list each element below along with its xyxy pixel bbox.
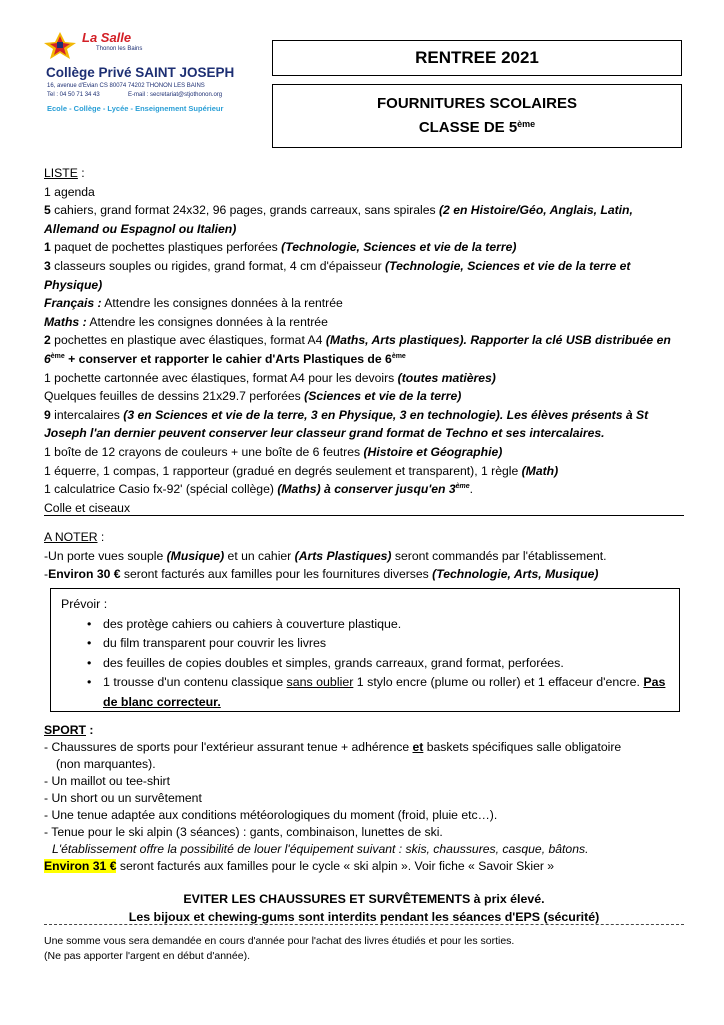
logo-subtitle: Thonon les Bains [96, 46, 143, 52]
sport-line: L'établissement offre la possibilité de louer l'équipement suivant : skis, chaussures, casque, bâtons. [52, 842, 589, 856]
school-phone: Tel : 04 50 71 34 43 [47, 92, 100, 98]
sport-line: - Chaussures de sports pour l'extérieur assurant tenue + adhérence et baskets spécifiques salle obligatoire [44, 740, 622, 754]
footer-line: (Ne pas apporter l'argent en début d'année). [44, 950, 250, 962]
a-noter-heading: A NOTER : [44, 530, 105, 544]
page-title: RENTREE 2021 [415, 48, 539, 67]
list-item: 9 intercalaires (3 en Sciences et vie de la terre, 3 en Physique, 3 en technologie). Les élèves présents à St Joseph l'an dernier peuvent conserver leur classeur grand format de Techno et ses intercalaires. [44, 407, 649, 441]
school-tagline: Ecole - Collège - Lycée - Enseignement Supérieur [47, 104, 224, 113]
sport-line: - Tenue pour le ski alpin (3 séances) : gants, combinaison, lunettes de ski. [44, 825, 443, 839]
section-divider [44, 515, 684, 516]
school-name: Collège Privé SAINT JOSEPH [46, 65, 235, 80]
sport-section [44, 722, 684, 875]
list-item: • 1 trousse d'un contenu classique sans oublier 1 stylo encre (plume ou roller) et 1 effaceur d'encre. Pas de blanc correcteur. [87, 675, 666, 709]
school-logo [44, 28, 234, 123]
eps-notice [44, 890, 684, 926]
title-box [272, 40, 682, 76]
sport-line: - Un short ou un survêtement [44, 791, 202, 805]
subtitle-line1: FOURNITURES SCOLAIRES [376, 95, 577, 112]
footer-note [44, 934, 684, 964]
a-noter-line: -Un porte vues souple (Musique) et un cahier (Arts Plastiques) seront commandés par l'établissement. [44, 548, 607, 563]
notice-line: EVITER LES CHAUSSURES ET SURVÊTEMENTS à prix élevé. [183, 892, 545, 906]
la-salle-star-icon [44, 28, 234, 62]
list-item: 2 pochettes en plastique avec élastiques, format A4 (Maths, Arts plastiques). Rapporter la clé USB distribuée en 6ème + conserver et rapporter le cahier d'Arts Plastiques de 6ème [44, 333, 671, 366]
sport-line: (non marquantes). [56, 757, 156, 771]
supply-list [44, 164, 684, 517]
list-item: 1 calculatrice Casio fx-92' (spécial collège) (Maths) à conserver jusqu'en 3ème. [44, 482, 474, 497]
list-item: 1 pochette cartonnée avec élastiques, format A4 pour les devoirs (toutes matières) [44, 370, 496, 385]
highlight-price: Environ 31 € [44, 859, 117, 873]
list-item: • du film transparent pour couvrir les livres [87, 636, 327, 650]
prevoir-box [50, 588, 680, 712]
sport-line: - Un maillot ou tee-shirt [44, 774, 170, 788]
sport-line: - Une tenue adaptée aux conditions météorologiques du moment (froid, pluie etc…). [44, 808, 498, 822]
subtitle-box [272, 84, 682, 148]
list-item: 1 équerre, 1 compas, 1 rapporteur (gradué en degrés seulement et transparent), 1 règle (Math) [44, 463, 559, 478]
subtitle-line2: CLASSE DE 5ème [418, 119, 536, 136]
list-item: 1 agenda [44, 184, 95, 199]
footer-line: Une somme vous sera demandée en cours d'année pour l'achat des livres étudiés et pour les sorties. [44, 935, 515, 947]
logo-brand: La Salle [82, 30, 132, 45]
school-address: 16, avenue d'Evian CS 80074 74202 THONON LES BAINS [47, 83, 205, 89]
list-item: • des feuilles de copies doubles et simples, grands carreaux, grand format, perforées. [87, 655, 564, 670]
list-item: • des protège cahiers ou cahiers à couverture plastique. [87, 616, 402, 631]
prevoir-list [61, 615, 669, 713]
notice-line: Les bijoux et chewing-gums sont interdits pendant les séances d'EPS (sécurité) [128, 910, 600, 924]
sport-heading: SPORT : [44, 723, 94, 737]
list-item: Maths : Attendre les consignes données à la rentrée [44, 314, 328, 329]
list-heading: LISTE : [44, 166, 85, 180]
a-noter-section [44, 528, 684, 584]
school-email: E-mail : secretariat@stjothonon.org [128, 92, 223, 98]
a-noter-line: -Environ 30 € seront facturés aux familles pour les fournitures diverses (Technologie, Arts, Musique) [44, 567, 599, 582]
prevoir-title: Prévoir : [61, 597, 108, 611]
list-item: 5 cahiers, grand format 24x32, 96 pages, grands carreaux, sans spirales (2 en Histoire/Géo, Anglais, Latin, Allemand ou Espagnol ou Italien) [44, 203, 633, 236]
list-item: 3 classeurs souples ou rigides, grand format, 4 cm d'épaisseur (Technologie, Sciences et vie de la terre et Physique) [44, 258, 631, 292]
list-item: 1 boîte de 12 crayons de couleurs + une boîte de 6 feutres (Histoire et Géographie) [44, 444, 503, 459]
dashed-divider [44, 924, 684, 925]
list-item: 1 paquet de pochettes plastiques perforées (Technologie, Sciences et vie de la terre) [44, 240, 517, 255]
list-item: Français : Attendre les consignes données à la rentrée [44, 296, 343, 311]
sport-line: Environ 31 € seront facturés aux familles pour le cycle « ski alpin ». Voir fiche « Savoir Skier » [44, 859, 555, 873]
list-item: Colle et ciseaux [44, 500, 131, 515]
list-item: Quelques feuilles de dessins 21x29.7 perforées (Sciences et vie de la terre) [44, 389, 462, 404]
